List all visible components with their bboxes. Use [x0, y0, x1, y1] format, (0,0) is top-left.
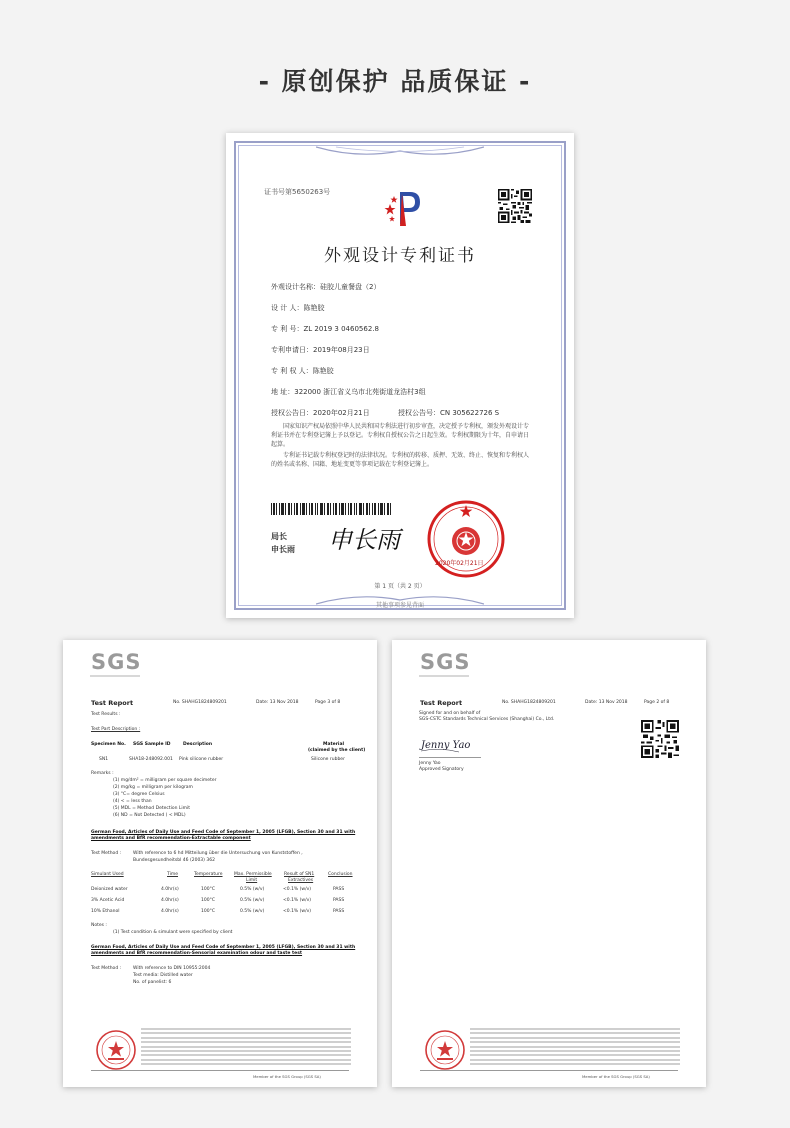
table-row-3-simulant: 10% Ethanol [91, 909, 120, 914]
official-seal-icon [426, 499, 506, 579]
cnipa-logo-icon [382, 186, 424, 228]
field-label: 专 利 权 人： [271, 367, 313, 375]
field-designer [271, 303, 324, 313]
sgs-stamp-icon [424, 1029, 466, 1071]
table-row-1-time: 4.0hr(s) [161, 887, 179, 892]
sgs-logo: SGS [91, 650, 142, 674]
sgs-stamp-icon [95, 1029, 137, 1071]
remark-4: (4) < = less than [113, 799, 152, 804]
field-value: ZL 2019 3 0460562.8 [303, 325, 379, 333]
method-2-b: Test media: Distilled water [133, 973, 193, 978]
table-row-3-result: <0.1% (w/v) [283, 909, 312, 914]
table-row-2-limit: 0.5% (w/v) [240, 898, 265, 903]
report-page: Page 3 of 8 [315, 700, 341, 705]
row-specimen: SN1 [99, 757, 109, 762]
page-number: 第 1 页（共 2 页） [374, 583, 426, 590]
remark-1: (1) mg/dm² = milligram per square decimeter [113, 778, 217, 783]
table-row-1-result: <0.1% (w/v) [283, 887, 312, 892]
certificate-paragraph-2: 专利证书记载专利权登记时的法律状况。专利权的转移、质押、无效、终止、恢复和专利权人的姓名或名称、国籍、地址变更等事项记载在专利登记簿上。 [271, 452, 530, 468]
table-row-1-simulant: Deionized water [91, 887, 128, 892]
remark-3: (3) °C= degree Celsius [113, 792, 165, 797]
tcol-result: Result of SN1 [284, 872, 315, 877]
field-application-date [271, 345, 370, 355]
section-1-title-b: amendments and BfR recommendation-Extractable component [91, 836, 251, 841]
table-row-3-limit: 0.5% (w/v) [240, 909, 265, 914]
director-signature [326, 516, 404, 560]
field-grant-number [398, 408, 499, 418]
sgs-report-page-3 [63, 640, 377, 1087]
remarks-label: Remarks : [91, 771, 114, 776]
logo-rule [90, 675, 140, 677]
approver-role: Approved Signatory [419, 767, 464, 772]
test-results-label: Test Results : [91, 712, 121, 717]
field-value: 陈艳胶 [312, 367, 334, 375]
tcol-simulant: Simulant Used [91, 872, 124, 877]
footer-rule [91, 1070, 349, 1071]
report-number: No. SHAHG1824809201 [173, 700, 227, 705]
page-headline: - 原创保护 品质保证 - [258, 67, 532, 96]
tcol-extractives: Extractives [288, 878, 314, 883]
table-row-1-limit: 0.5% (w/v) [240, 887, 265, 892]
fine-print [470, 1028, 680, 1068]
tcol-temperature: Temperature [194, 872, 223, 877]
report-date: Date: 13 Nov 2018 [585, 700, 628, 705]
field-label: 外观设计名称： [271, 283, 320, 291]
table-row-1-temp: 100°C [201, 887, 215, 892]
tcol-conclusion: Conclusion [328, 872, 353, 877]
table-row-2-time: 4.0hr(s) [161, 898, 179, 903]
certificate-title: 外观设计专利证书 [324, 246, 476, 266]
field-label: 专利申请日： [271, 346, 313, 354]
field-address [271, 387, 426, 397]
col-claimed: (claimed by the client) [308, 748, 366, 753]
report-header: Test Report [420, 699, 463, 707]
approver-name: Jenny Yao [419, 761, 441, 766]
tcol-max-permissible: Max. Permissible [234, 872, 272, 877]
field-label: 地 址： [271, 388, 295, 396]
table-row-2-conclusion: PASS [333, 898, 345, 903]
fine-print [141, 1028, 351, 1068]
row-description: Pink silicone rubber [179, 757, 224, 762]
test-part-label: Test Part Description : [91, 727, 141, 732]
footer-rule [420, 1070, 678, 1071]
field-value: 陈艳胶 [303, 304, 325, 312]
field-label: 授权公告号： [398, 409, 440, 417]
certificate-footer: 其他事项参见背面 [375, 602, 424, 609]
qr-code-icon [641, 720, 679, 758]
director-label: 局长 [271, 532, 287, 541]
report-header: Test Report [91, 699, 134, 707]
field-grant-date [271, 408, 370, 418]
patent-certificate [226, 133, 574, 618]
row-material: Silicone rubber [311, 757, 345, 762]
remark-5: (5) MDL = Method Detection Limit [113, 806, 191, 811]
qr-code-icon [498, 189, 532, 223]
sgs-logo: SGS [420, 650, 471, 674]
field-label: 设 计 人： [271, 304, 304, 312]
field-value: 2019年08月23日 [313, 346, 370, 354]
method-2-c: No. of panelist: 6 [133, 980, 172, 985]
method-1-b: Bundesgesundheitsbl 46 (2003) 362 [133, 858, 215, 863]
report-footer: Member of the SGS Group (SGS SA) [582, 1074, 650, 1079]
method-label-1: Test Method : [91, 851, 122, 856]
logo-rule [419, 675, 469, 677]
sgs-report-page-2 [392, 640, 706, 1087]
svg-text:Jenny Yao: Jenny Yao [421, 740, 471, 751]
approver-signature [419, 733, 475, 755]
col-specimen: Specimen No. [91, 742, 126, 747]
section-2-title-a: German Food, Articles of Daily Use and Feed Code of September 1, 2005 (LFGB), Section 30 and 31 with [91, 945, 356, 950]
method-1-a: With reference to 6 hd Mitteilung über die Untersuchung von Kunststoffen , [133, 851, 303, 856]
remark-2: (2) mg/kg = milligram per kilogram [113, 785, 193, 790]
certificate-paragraph-1: 国家知识产权局依照中华人民共和国专利法进行初步审查，决定授予专利权，颁发外观设计专利证书并在专利登记簿上予以登记。专利权自授权公告之日起生效。专利权期限为十年，自申请日起算。 [271, 423, 530, 448]
field-value: CN 305622726 S [440, 409, 500, 417]
method-label-2: Test Method : [91, 966, 122, 971]
field-patentee [271, 366, 334, 376]
tcol-time: Time [167, 872, 179, 877]
report-page: Page 2 of 8 [644, 700, 670, 705]
notes-label: Notes : [91, 923, 107, 928]
field-patent-number [271, 324, 379, 334]
field-value: 322000 浙江省义乌市北苑街道龙浩村3组 [294, 388, 426, 396]
field-value: 2020年02月21日 [313, 409, 370, 417]
section-1-title-a: German Food, Articles of Daily Use and Feed Code of September 1, 2005 (LFGB), Section 30 and 31 with [91, 830, 356, 835]
director-title [271, 530, 295, 556]
barcode-icon [271, 503, 391, 515]
col-material: Material [323, 742, 345, 747]
table-row-2-simulant: 3% Acetic Acid [91, 898, 125, 903]
field-value: 硅胶儿童餐盘（2） [320, 283, 381, 291]
note-1: (1) Test condition & simulant were specified by client [113, 930, 233, 935]
signature-rule [419, 757, 481, 758]
remark-6: (6) ND = Not Detected ( < MDL) [113, 813, 186, 818]
section-2-title-b: amendments and BfR recommendation-Sensorial examination odour and taste test [91, 951, 303, 956]
col-description: Description [183, 742, 213, 747]
report-date: Date: 13 Nov 2018 [256, 700, 299, 705]
director-name: 申长雨 [271, 545, 295, 554]
signed-line-1: Signed for and on behalf of [419, 711, 481, 716]
report-footer: Member of the SGS Group (SGS SA) [253, 1074, 321, 1079]
row-sample-id: SHA18-248092.001 [129, 757, 173, 762]
method-2-a: With reference to DIN 10955:2004 [133, 966, 211, 971]
table-row-3-time: 4.0hr(s) [161, 909, 179, 914]
svg-text:申长雨: 申长雨 [328, 526, 400, 554]
table-row-3-conclusion: PASS [333, 909, 345, 914]
table-row-1-conclusion: PASS [333, 887, 345, 892]
tcol-limit: Limit [246, 878, 258, 883]
report-number: No. SHAHG1824809201 [502, 700, 556, 705]
field-label: 授权公告日： [271, 409, 313, 417]
ornament-top [316, 145, 484, 159]
table-row-2-result: <0.1% (w/v) [283, 898, 312, 903]
table-row-3-temp: 100°C [201, 909, 215, 914]
table-row-2-temp: 100°C [201, 898, 215, 903]
col-sample-id: SGS Sample ID [133, 742, 171, 747]
field-design-name [271, 282, 380, 292]
seal-date: 2020年02月21日 [435, 560, 484, 567]
certificate-number: 证书号第5650263号 [264, 188, 331, 196]
field-label: 专 利 号： [271, 325, 304, 333]
signed-line-2: SGS-CSTC Standards Technical Services (Shanghai) Co., Ltd. [419, 717, 555, 722]
